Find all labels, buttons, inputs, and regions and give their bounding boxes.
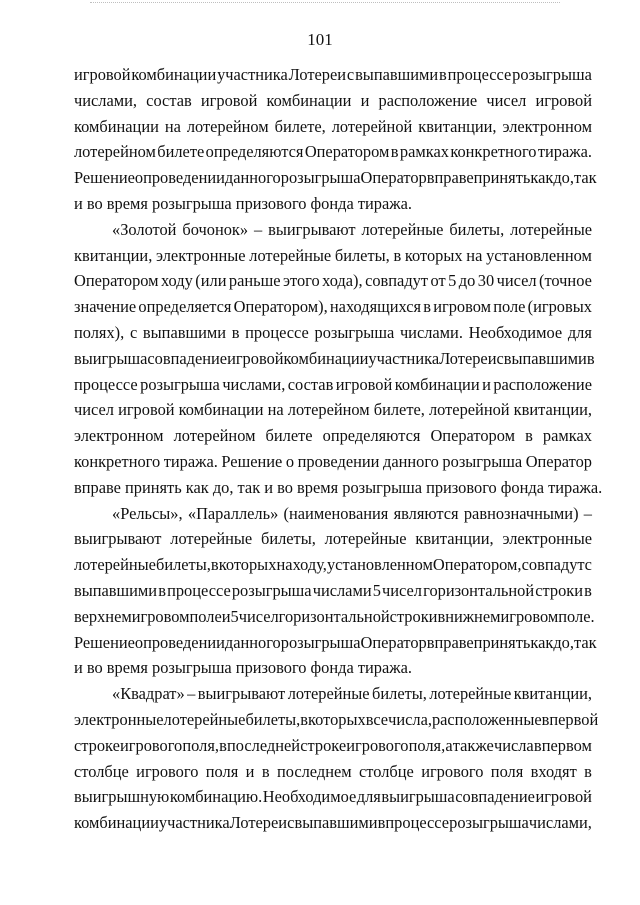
text-line: Решение о проведении данного розыгрыша Оператор вправе принять как до, так: [74, 168, 597, 188]
document-body: [74, 62, 603, 836]
text-line: и во время розыгрыша призового фонда тиража.: [74, 193, 412, 213]
text-line: комбинации на лотерейном билете, лотерейной квитанции, электронном: [74, 116, 592, 136]
text-line: выигрыша совпадение игровой комбинации участника Лотереи с выпавшими в: [74, 348, 595, 368]
text-line: квитанции, электронные лотерейные билеты, в которых на установленном: [74, 245, 592, 265]
text-line: комбинации участника Лотереи с выпавшими в процессе розыгрыша числами,: [74, 813, 592, 833]
text-line: электронном лотерейном билете определяются Оператором в рамках: [74, 426, 592, 446]
paragraph: [74, 217, 603, 501]
text-line: «Рельсы», «Параллель» (наименования являются равнозначными) –: [112, 503, 592, 523]
text-line: Решение о проведении данного розыгрыша Оператор вправе принять как до, так: [74, 632, 597, 652]
paragraph: [74, 501, 597, 682]
text-line: и во время розыгрыша призового фонда тиража.: [74, 658, 412, 678]
text-line: Оператором ходу (или раньше этого хода), совпадут от 5 до 30 чисел (точное: [74, 271, 592, 291]
text-line: «Квадрат» – выигрывают лотерейные билеты, лотерейные квитанции,: [112, 684, 592, 704]
text-line: значение определяется Оператором), находящихся в игровом поле (игровых: [74, 297, 592, 317]
text-line: электронные лотерейные билеты, в которых все числа, расположенные в первой: [74, 709, 599, 729]
text-line: строке игрового поля, в последней строке игрового поля, а также числа в первом: [74, 735, 592, 755]
text-line: чисел игровой комбинации на лотерейном билете, лотерейной квитанции,: [74, 400, 592, 420]
scan-edge-divider: [90, 2, 560, 3]
paragraph: [74, 62, 597, 217]
text-line: вправе принять как до, так и во время розыгрыша призового фонда тиража.: [74, 477, 603, 497]
text-line: столбце игрового поля и в последнем столбце игрового поля входят в: [74, 761, 592, 781]
text-line: выигрывают лотерейные билеты, лотерейные квитанции, электронные: [74, 529, 592, 549]
text-line: «Золотой бочонок» – выигрывают лотерейные билеты, лотерейные: [112, 219, 592, 239]
text-line: верхнем игровом поле и 5 чисел горизонтальной строки в нижнем игровом поле.: [74, 606, 595, 626]
text-line: выигрышную комбинацию. Необходимое для выигрыша совпадение игровой: [74, 787, 592, 807]
paragraph: [74, 681, 599, 836]
text-line: игровой комбинации участника Лотереи с выпавшими в процессе розыгрыша: [74, 65, 592, 84]
text-line: процессе розыгрыша числами, состав игровой комбинации и расположение: [74, 374, 592, 394]
text-line: выпавшими в процессе розыгрыша числами 5 чисел горизонтальной строки в: [74, 580, 592, 600]
text-line: лотерейном билете определяются Оператором в рамках конкретного тиража.: [74, 142, 592, 162]
text-line: лотерейные билеты, в которых на ходу, установленном Оператором, совпадут с: [74, 555, 592, 575]
page-number: 101: [307, 30, 333, 49]
text-line: полях), с выпавшими в процессе розыгрыша числами. Необходимое для: [74, 322, 592, 342]
text-line: числами, состав игровой комбинации и расположение чисел игровой: [74, 90, 592, 110]
text-line: конкретного тиража. Решение о проведении данного розыгрыша Оператор: [74, 451, 592, 471]
